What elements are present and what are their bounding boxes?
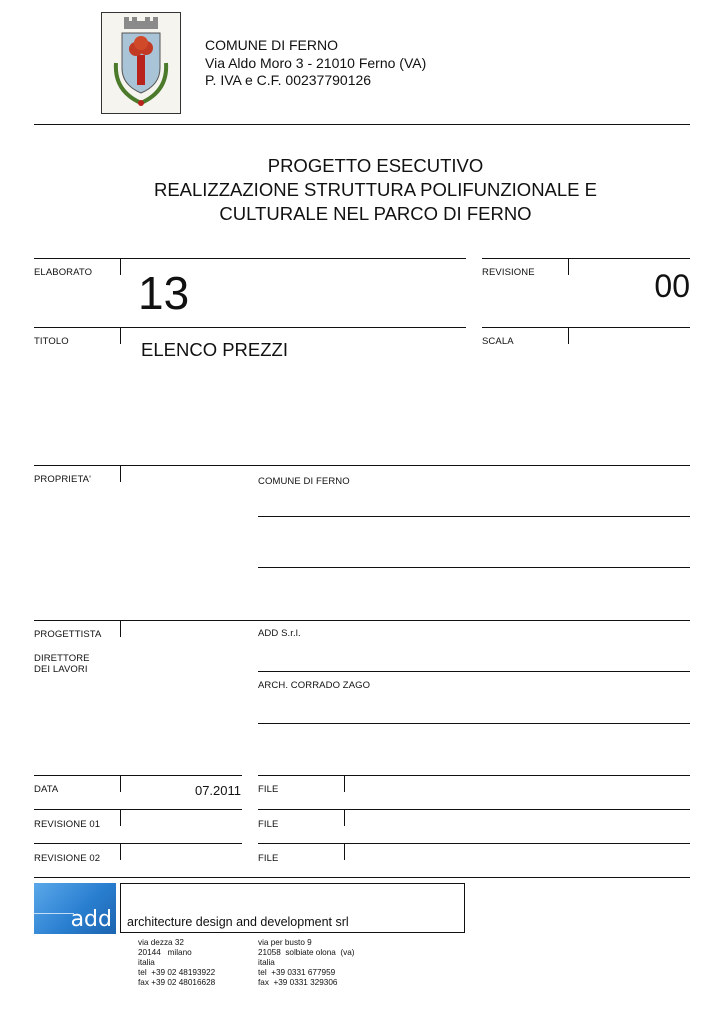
scala-label: SCALA (482, 336, 514, 347)
revisione-02-label: REVISIONE 02 (34, 853, 101, 864)
project-title-line-2: REALIZZAZIONE STRUTTURA POLIFUNZIONALE E (153, 179, 598, 200)
office-milano-address: via dezza 32 20144 milano italia tel +39 02 48193922 fax +39 02 48016628 (138, 938, 216, 987)
header-divider (34, 124, 690, 125)
office-solbiate-address: via per busto 9 21058 solbiate olona (va) italia tel +39 0331 677959 fax +39 0331 329306 (258, 938, 355, 987)
logo-text: add (70, 907, 112, 932)
direttore-value: ARCH. CORRADO ZAGO (258, 680, 371, 691)
divider (34, 465, 690, 466)
revisione-01-label: REVISIONE 01 (34, 819, 101, 830)
company-name: architecture design and development srl (127, 915, 349, 929)
file-label: FILE (258, 784, 279, 795)
divider (34, 877, 690, 878)
municipality-name: COMUNE DI FERNO (205, 37, 338, 53)
project-title-line-3: CULTURALE NEL PARCO DI FERNO (219, 203, 532, 224)
tick (120, 810, 121, 826)
project-title-line-1: PROGETTO ESECUTIVO (267, 155, 484, 176)
progettista-label: PROGETTISTA (34, 629, 102, 640)
progettista-value: ADD S.r.l. (258, 628, 301, 639)
project-title (34, 154, 717, 226)
tick (120, 844, 121, 860)
tick (120, 776, 121, 792)
titolo-value: ELENCO PREZZI (141, 339, 288, 360)
divider (34, 258, 466, 259)
file-label: FILE (258, 853, 279, 864)
elaborato-value: 13 (138, 267, 190, 319)
divider (34, 843, 242, 844)
municipality-vat: P. IVA e C.F. 00237790126 (205, 72, 372, 88)
data-label: DATA (34, 784, 59, 795)
divider (34, 327, 466, 328)
divider (482, 327, 690, 328)
tick (344, 844, 345, 860)
divider (258, 775, 690, 776)
tick (120, 466, 121, 482)
divider (258, 567, 690, 568)
logo-line (34, 913, 74, 914)
tick (120, 259, 121, 275)
direttore-label-2: DEI LAVORI (34, 664, 88, 675)
revisione-label: REVISIONE (482, 267, 535, 278)
divider (34, 620, 690, 621)
divider (258, 516, 690, 517)
revisione-value: 00 (654, 268, 690, 304)
elaborato-label: ELABORATO (34, 267, 93, 278)
proprieta-value: COMUNE DI FERNO (258, 476, 350, 487)
direttore-label-1: DIRETTORE (34, 653, 90, 664)
tick (568, 328, 569, 344)
coat-of-arms-icon (102, 13, 180, 113)
add-logo (34, 883, 116, 934)
tick (568, 259, 569, 275)
divider (258, 671, 690, 672)
company-box (120, 883, 465, 933)
tick (120, 621, 121, 637)
divider (258, 843, 690, 844)
divider (482, 258, 690, 259)
data-value: 07.2011 (194, 783, 241, 798)
proprieta-label: PROPRIETA' (34, 474, 92, 485)
divider (258, 809, 690, 810)
divider (34, 775, 242, 776)
tick (344, 810, 345, 826)
titolo-label: TITOLO (34, 336, 69, 347)
divider (34, 809, 242, 810)
municipality-address: Via Aldo Moro 3 - 21010 Ferno (VA) (205, 55, 427, 71)
divider (258, 723, 690, 724)
file-label: FILE (258, 819, 279, 830)
municipal-emblem (101, 12, 181, 114)
tick (120, 328, 121, 344)
tick (344, 776, 345, 792)
